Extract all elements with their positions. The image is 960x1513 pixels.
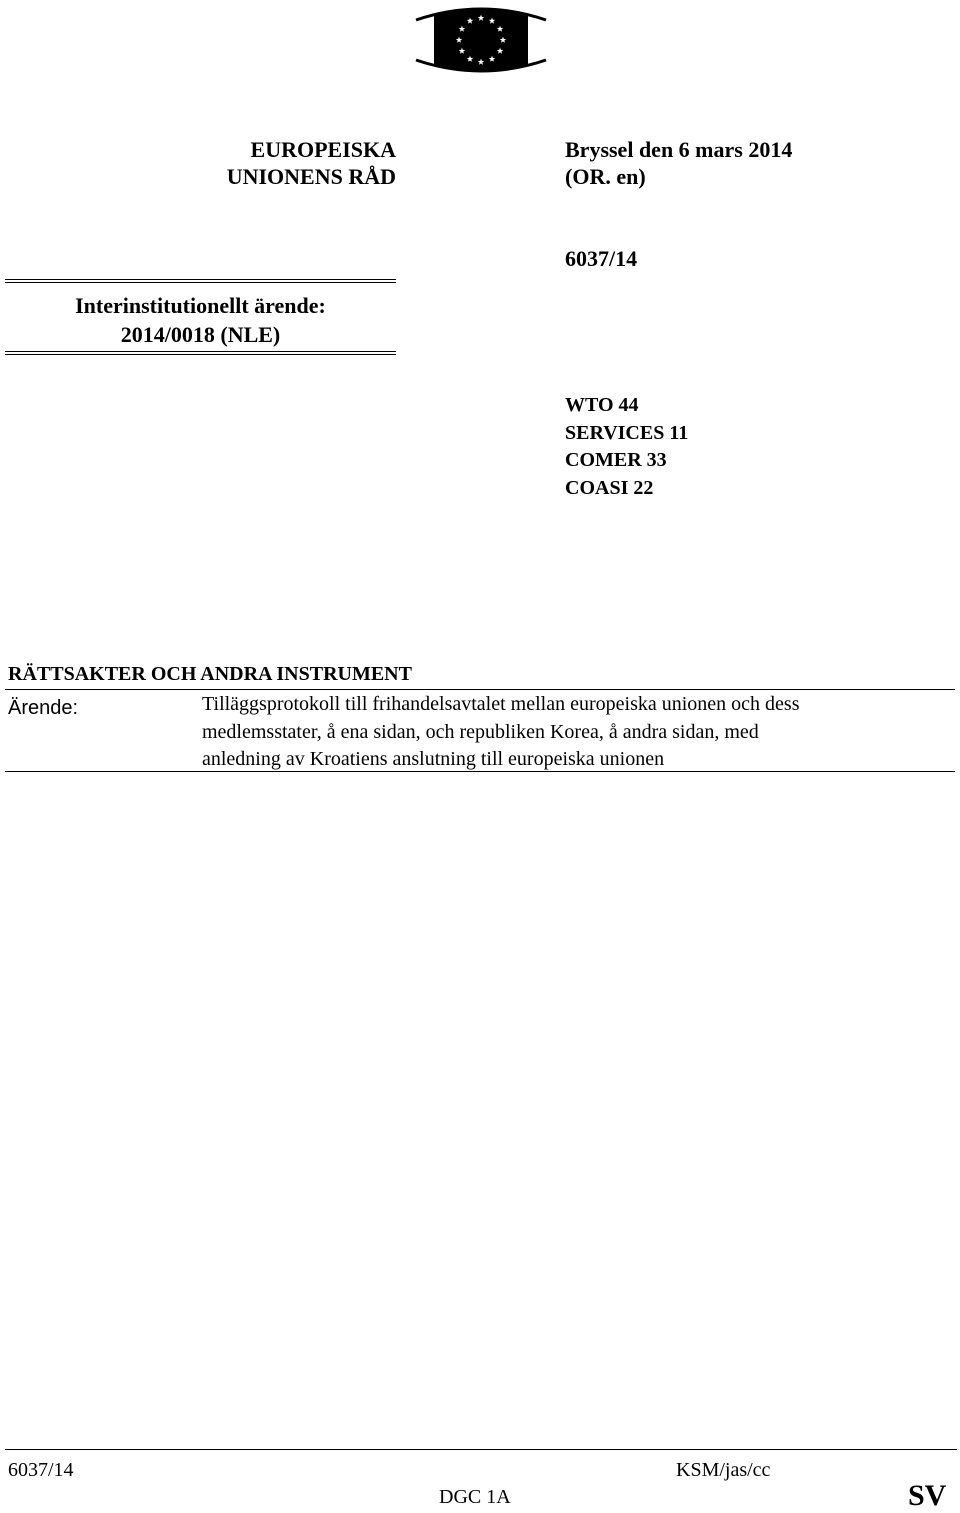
council-name [200,136,396,190]
top-double-divider [5,279,396,283]
footer-initials: KSM/jas/cc [676,1459,771,1481]
footer-language: SV [908,1479,947,1512]
original-language: (OR. en) [565,164,646,189]
footer-rule [5,1449,957,1450]
document-type: RÄTTSAKTER OCH ANDRA INSTRUMENT [8,663,412,685]
classification-codes [565,392,688,502]
place-date-block [565,136,792,190]
council-name-line1: EUROPEISKA [250,137,396,162]
council-name-line2: UNIONENS RÅD [226,164,396,189]
subject-line: anledning av Kroatiens anslutning till europeiska unionen [202,748,665,770]
subject-line: Tilläggsprotokoll till frihandelsavtalet mellan europeiska unionen och dess [202,693,800,715]
interinstitutional-number: 2014/0018 (NLE) [120,322,281,347]
subject-label: Ärende: [8,697,79,719]
code-item: COMER 33 [565,449,667,471]
interinstitutional-label: Interinstitutionellt ärende: [75,293,326,318]
footer-department: DGC 1A [439,1486,511,1508]
subject-bottom-rule [5,771,955,772]
code-item: COASI 22 [565,476,654,499]
bottom-double-divider [5,351,396,355]
code-item: WTO 44 [565,394,639,416]
council-emblem-icon [412,2,550,78]
code-item: SERVICES 11 [565,421,689,444]
subject-line: medlemsstater, å ena sidan, och republiken Korea, å andra sidan, med [202,720,759,743]
footer-document-number: 6037/14 [8,1459,74,1481]
place-date: Bryssel den 6 mars 2014 [565,137,793,162]
document-number: 6037/14 [565,246,638,271]
subject-text [202,691,942,774]
interinstitutional-file [5,291,396,349]
subject-top-rule [5,689,955,690]
